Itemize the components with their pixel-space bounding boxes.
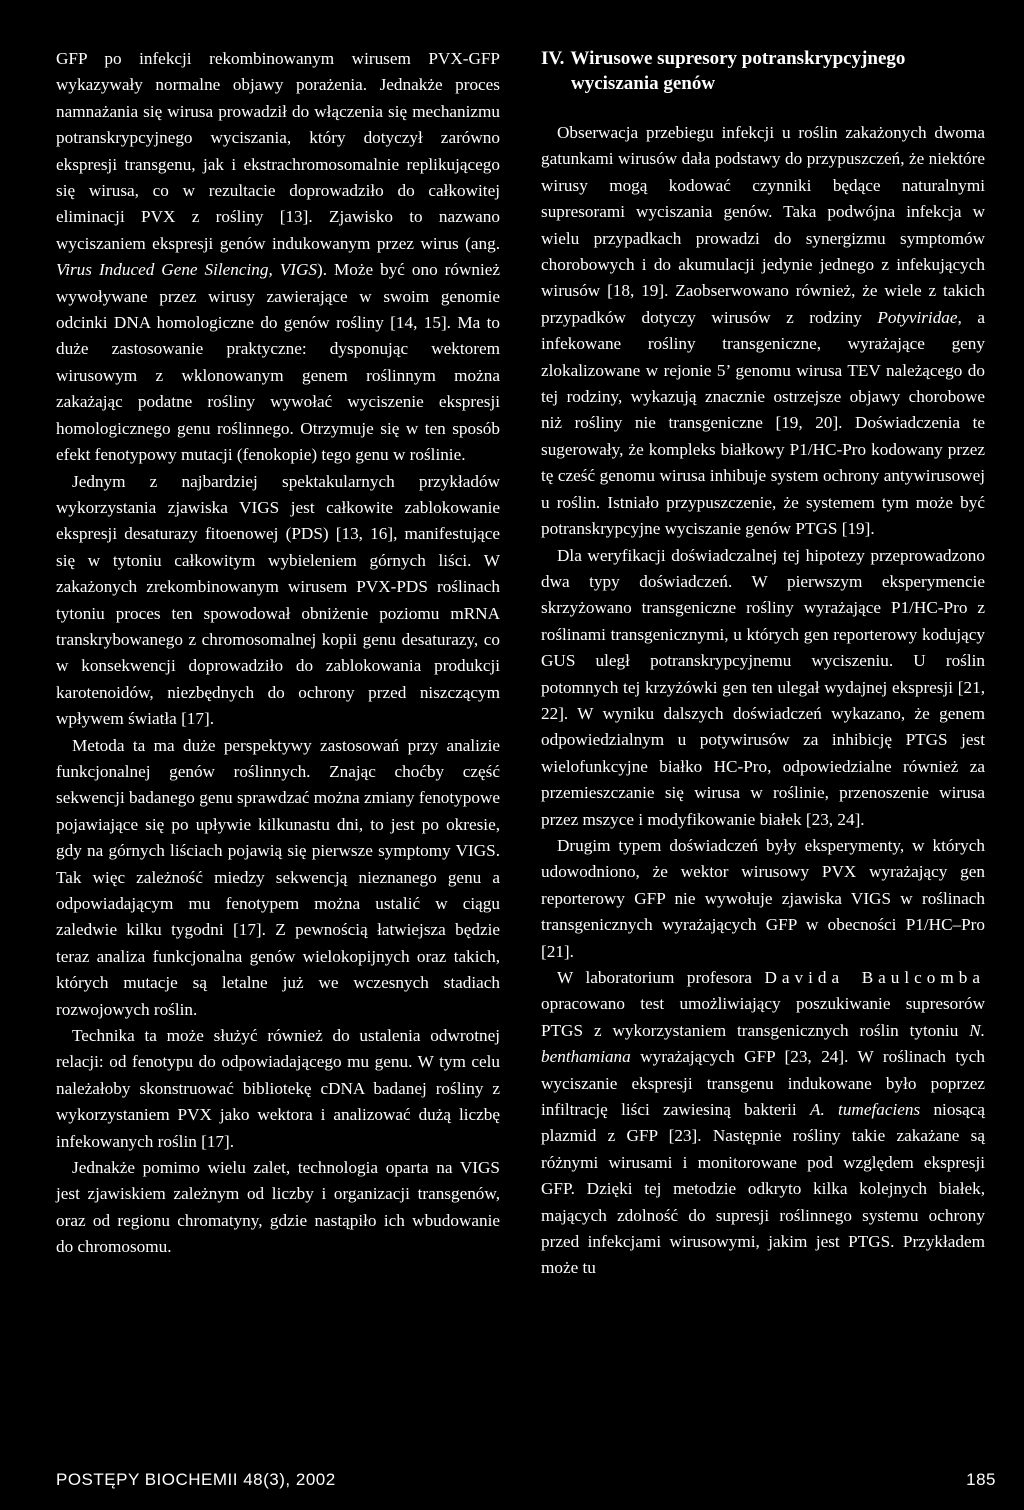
section-heading [541,46,985,96]
paragraph: Technika ta może służyć również do ustalenia odwrotnej relacji: od fenotypu do odpowiadającego mu genu. W tym celu należałoby skonstruować bibliotekę cDNA badanej rośliny z wykorzystaniem PVX jako wektora i analizować dużą liczbę infekowanych roślin [17]. [56,1026,500,1151]
section-number: IV. [541,48,565,69]
page-number: 185 [966,1470,996,1489]
paragraph: Metoda ta ma duże perspektywy zastosowań przy analizie funkcjonalnej genów roślinnych. Znając choćby część sekwencji badanego genu sprawdzać można zmiany fenotypowe pojawiające się po upływie kilkunastu dni, to jest po okresie, gdy na górnych liściach pojawią się pierwsze symptomy VIGS. Tak więc zależność miedzy sekwencją nieznanego genu a odpowiadającym mu fenotypem można ustalić w ciągu zaledwie kilku tygodni [17]. Z pewnością łatwiejsza będzie teraz analiza funkcjonalna genów wielokopijnych oraz takich, których mutacje są letalne już we wczesnych stadiach rozwojowych roślin. [56,735,500,1019]
section-title-line1: Wirusowe supresory potranskrypcyjnego [570,48,906,69]
paragraph: Jednym z najbardziej spektakularnych przykładów wykorzystania zjawiska VIGS jest całkowite zablokowanie ekspresji desaturazy fitoenowej (PDS) [13, 16], manifestujące się w tytoniu całkowitym wybieleniem górnych liści. W zakażonych zrekombinowanym wirusem PVX-PDS roślinach tytoniu proces ten spowodował obniżenie poziomu mRNA transkrybowanego z chromosomalnej kopii genu desaturazy, co w konsekwencji doprowadziło do zablokowania produkcji karotenoidów, niezbędnych do ochrony przed niszczącym wpływem światła [17]. [56,471,500,729]
section-title-line2: wyciszania genów [571,73,716,94]
paragraph: Dla weryfikacji doświadczalnej tej hipotezy przeprowadzono dwa typy doświadczeń. W pierwszym eksperymencie skrzyżowano transgeniczne rośliny wyrażające P1/HC-Pro z roślinami transgenicznymi, u których gen reporterowy kodujący GUS uległ potranskrypcyjnemu wyciszeniu. U roślin potomnych tej krzyżówki gen ten ulegał wydajnej ekspresji [21, 22]. W wyniku dalszych doświadczeń wykazano, że genem odpowiedzialnym u potywirusów za inhibicję PTGS jest wielofunkcyjne białko HC-Pro, odpowiedzialne również za przemieszczanie się wirusa w roślinie, przenoszenie wirusa przez mszyce i modyfikowanie białek [23, 24]. [541,545,985,829]
paragraph: W laboratorium profesora Davida Baulcomba opracowano test umożliwiający poszukiwanie supresorów PTGS z wykorzystaniem transgenicznych roślin tytoniu N. benthamiana wyrażających GFP [23, 24]. W roślinach tych wyciszanie ekspresji transgenu indukowane było poprzez infiltrację liści zawiesiną bakterii A. tumefaciens niosącą plazmid z GFP [23]. Następnie rośliny takie zakażane są różnymi wirusami i monitorowane pod względem ekspresji GFP. Dzięki tej metodzie odkryto kilka kolejnych białek, mających zdolność do supresji roślinnego systemu ochrony przed infekcjami wirusowymi, jakim jest PTGS. Przykładem może tu [541,968,986,1278]
paragraph: Drugim typem doświadczeń były eksperymenty, w których udowodniono, że wektor wirusowy PVX wyrażający gen reporterowy GFP nie wywołuje zjawiska VIGS w roślinach transgenicznych wyrażających GFP w obecności P1/HC–Pro [21]. [541,835,985,961]
left-column [56,46,500,1261]
right-column [541,46,985,1282]
paragraph: Jednakże pomimo wielu zalet, technologia oparta na VIGS jest zjawiskiem zależnym od liczby i organizacji transgenów, oraz od regionu chromatyny, gdzie nastąpiło ich wbudowanie do chromosomu. [56,1158,500,1257]
paragraph: GFP po infekcji rekombinowanym wirusem PVX-GFP wykazywały normalne objawy porażenia. Jednakże proces namnażania się wirusa prowadził do włączenia się mechanizmu potranskrypcyjnego wyciszania, który dotyczył zarówno ekspresji transgenu, jak i ekstrachromosomalnie replikującego się wirusa, co w rezultacie doprowadziło do całkowitej eliminacji PVX z rośliny [13]. Zjawisko to nazwano wyciszaniem ekspresji genów indukowanym przez wirus (ang. Virus Induced Gene Silencing, VIGS). Może być ono również wywoływane przez wirusy zawierające w swoim genomie odcinki DNA homologiczne do genów rośliny [14, 15]. Ma to duże zastosowanie praktyczne: dysponując wektorem wirusowym z wklonowanym genem roślinnym można zakażając podatne rośliny wywołać wyciszenie ekspresji homologicznego genu roślinnego. Otrzymuje się w ten sposób efekt fenotypowy mutacji (fenokopie) tego genu w roślinie. [56,49,500,465]
paragraph: Obserwacja przebiegu infekcji u roślin zakażonych dwoma gatunkami wirusów dała podstawy do przypuszczeń, że niektóre wirusy mogą kodować czynniki będące naturalnymi supresorami wyciszania genów. Taka podwójna infekcja w wielu przypadkach prowadzi do synergizmu symptomów chorobowych i do akumulacji jedynie jednego z infekujących wirusów [18, 19]. Zaobserwowano również, że wiele z takich przypadków dotyczy wirusów z rodziny Potyviridae, a infekowane rośliny transgeniczne, wyrażające geny zlokalizowane w rejonie 5’ genomu wirusa TEV należącego do tej rodziny, wykazują znacznie ostrzejsze objawy chorobowe niż rośliny nie transgeniczne [19, 20]. Doświadczenia te sugerowały, że kompleks białkowy P1/HC-Pro kodowany przez tę cześć genomu wirusa inhibuje system ochrony antywirusowej u roślin. Istniało przypuszczenie, że systemem tym może być potranskrypcyjne wyciszanie genów PTGS [19]. [541,123,985,539]
journal-title: POSTĘPY BIOCHEMII 48(3), 2002 [56,1470,336,1489]
author-name: Davida Baulcomba [764,968,985,987]
